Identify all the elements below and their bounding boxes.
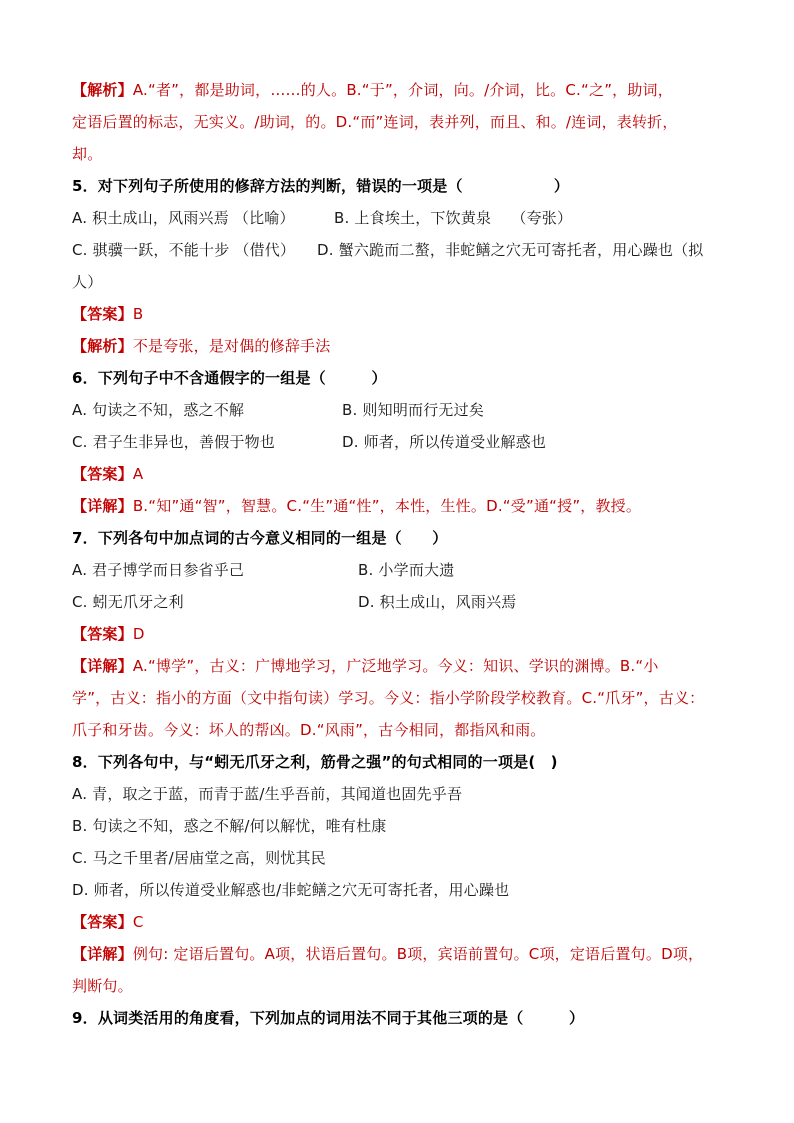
question-8-option-c: C. 马之千里者/居庙堂之高，则忧其民 xyxy=(72,849,326,867)
question-6-options-row-2 xyxy=(72,426,724,458)
question-6-option-a: A. 句读之不知，惑之不解 xyxy=(72,401,245,419)
question-7-answer xyxy=(72,618,724,650)
question-7-explanation-2: 学”，古义：指小的方面（文中指句读）学习。今义：指小学阶段学校教育。C.“爪牙”，古义： xyxy=(72,689,705,707)
question-7-option-b: B. 小学而大遗 xyxy=(358,561,455,579)
answer-tag: 【答案】 xyxy=(72,305,133,323)
question-8-stem: 8．下列各句中，与“蚓无爪牙之利，筋骨之强”的句式相同的一项是( ) xyxy=(72,753,558,771)
question-7-explanation-1 xyxy=(72,650,724,682)
explanation-text: 不是夸张，是对偶的修辞手法 xyxy=(132,337,331,355)
answer-value: C xyxy=(132,913,144,931)
question-5-option-d: D. 蟹六跪而二螯，非蛇鳝之穴无可寄托者，用心躁也（拟 xyxy=(317,241,704,259)
analysis-line-3: 却。 xyxy=(72,145,103,163)
question-8-explanation-1 xyxy=(72,938,724,970)
analysis-tag: 【解析】 xyxy=(72,81,133,99)
question-6-stem: 6．下列句子中不含通假字的一组是（ ） xyxy=(72,369,387,387)
explanation-tag: 【解析】 xyxy=(72,337,133,355)
explanation-tag: 【详解】 xyxy=(72,657,133,675)
answer-value: B xyxy=(132,305,144,323)
question-6-options-row-1 xyxy=(72,394,724,426)
question-7-options-row-2 xyxy=(72,586,724,618)
question-6-answer xyxy=(72,458,724,490)
question-5-option-d-cont: 人） xyxy=(72,273,103,291)
question-8-option-a: A. 青，取之于蓝，而青于蓝/生乎吾前，其闻道也固先乎吾 xyxy=(72,785,463,803)
question-8-answer xyxy=(72,906,724,938)
answer-tag: 【答案】 xyxy=(72,465,133,483)
question-7-options-row-1 xyxy=(72,554,724,586)
question-8-explanation-2: 判断句。 xyxy=(72,977,133,995)
document-page xyxy=(72,74,724,1034)
question-5-option-b: B. 上食埃土，下饮黄泉 （夸张） xyxy=(334,209,573,227)
answer-tag: 【答案】 xyxy=(72,913,133,931)
explanation-text: 例句: 定语后置句。A项，状语后置句。B项，宾语前置句。C项，定语后置句。D项， xyxy=(132,945,704,963)
question-7-option-d: D. 积土成山，风雨兴焉 xyxy=(358,593,517,611)
question-8-option-b: B. 句读之不知，惑之不解/何以解忧，唯有杜康 xyxy=(72,817,387,835)
analysis-text: A.“者”，都是助词，……的人。B.“于”，介词，向。/介词，比。C.“之”，助词， xyxy=(132,81,673,99)
explanation-text: A.“博学”，古义：广博地学习，广泛地学习。今义：知识、学识的渊博。B.“小 xyxy=(132,657,659,675)
explanation-tag: 【详解】 xyxy=(72,945,133,963)
question-6-option-b: B. 则知明而行无过矣 xyxy=(342,401,485,419)
question-9-stem: 9．从词类活用的角度看，下列加点的词用法不同于其他三项的是（ ） xyxy=(72,1009,585,1027)
question-5-option-c: C. 骐骥一跃，不能十步 （借代） xyxy=(72,241,296,259)
question-5-option-a: A. 积土成山，风雨兴焉 （比喻） xyxy=(72,209,295,227)
question-7-explanation-3: 爪子和牙齿。今义：坏人的帮凶。D.“风雨”，古今相同，都指风和雨。 xyxy=(72,721,546,739)
analysis-line-1 xyxy=(72,74,724,106)
question-7-stem: 7．下列各句中加点词的古今意义相同的一组是（ ） xyxy=(72,529,448,547)
explanation-tag: 【详解】 xyxy=(72,497,133,515)
question-5-options-row-2 xyxy=(72,234,724,266)
question-6-option-c: C. 君子生非异也，善假于物也 xyxy=(72,433,276,451)
question-8-option-d: D. 师者，所以传道受业解惑也/非蛇鳝之穴无可寄托者，用心躁也 xyxy=(72,881,510,899)
question-5-explanation xyxy=(72,330,724,362)
question-5-stem: 5．对下列句子所使用的修辞方法的判断，错误的一项是（ ） xyxy=(72,177,570,195)
answer-tag: 【答案】 xyxy=(72,625,133,643)
question-7-option-a: A. 君子博学而日参省乎己 xyxy=(72,561,245,579)
question-5-options-row-1 xyxy=(72,202,724,234)
question-6-explanation xyxy=(72,490,724,522)
question-5-answer xyxy=(72,298,724,330)
answer-value: A xyxy=(132,465,144,483)
question-7-option-c: C. 蚓无爪牙之利 xyxy=(72,593,184,611)
analysis-line-2: 定语后置的标志，无实义。/助词，的。D.“而”连词，表并列，而且、和。/连词，表转折， xyxy=(72,113,678,131)
question-6-option-d: D. 师者，所以传道受业解惑也 xyxy=(342,433,547,451)
answer-value: D xyxy=(132,625,145,643)
explanation-text: B.“知”通“智”，智慧。C.“生”通“性”，本性，生性。D.“受”通“授”，教授。 xyxy=(132,497,642,515)
